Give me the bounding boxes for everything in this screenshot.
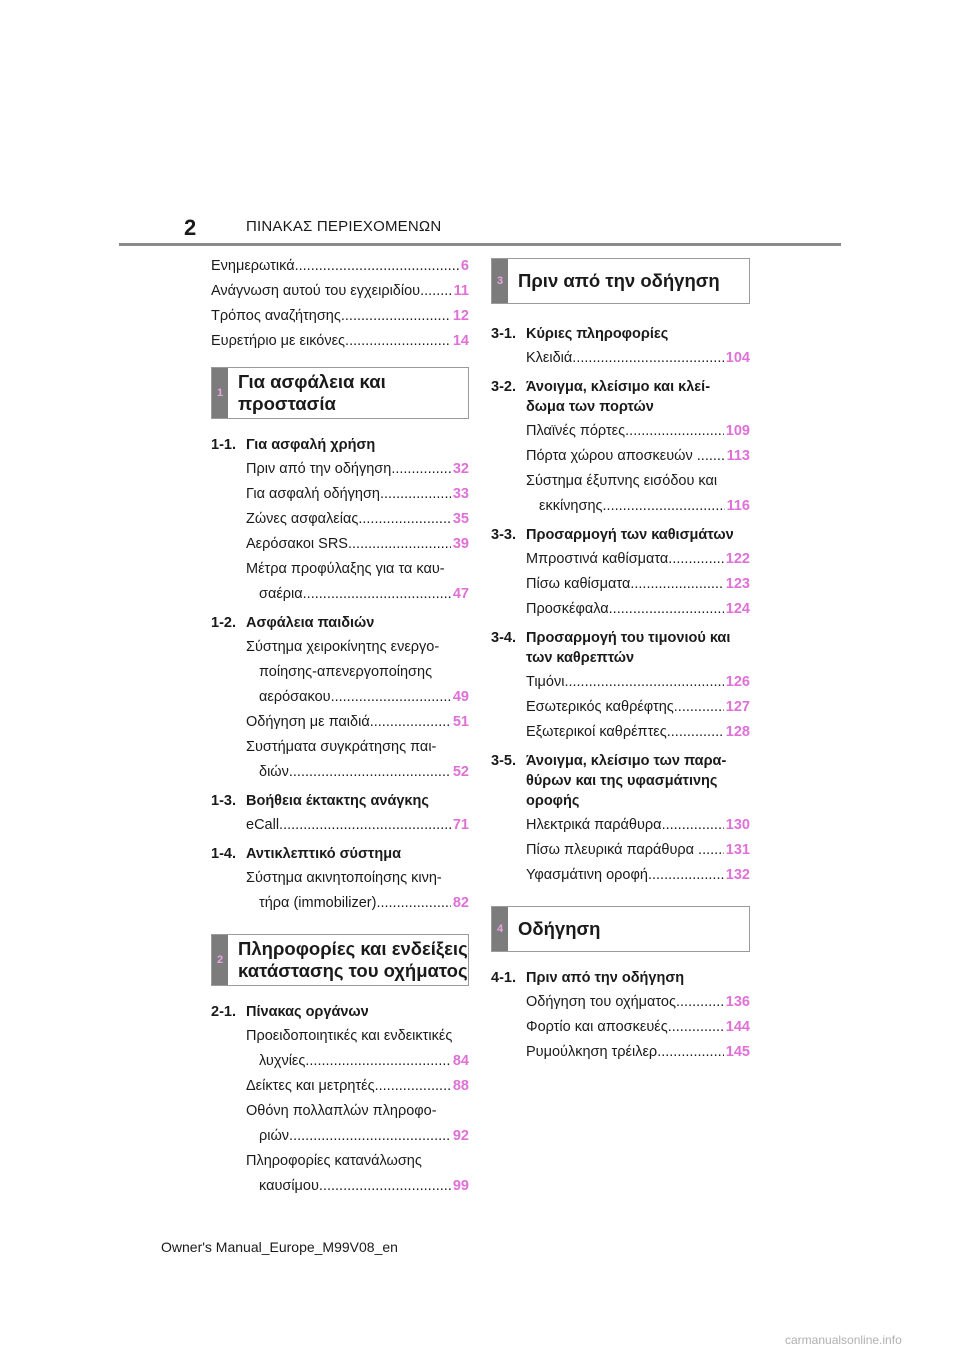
toc-entry-line xyxy=(211,1099,469,1124)
section-title: θύρων και της υφασμάτινης xyxy=(526,773,718,789)
leader-dots xyxy=(380,482,451,507)
page-link[interactable]: 88 xyxy=(452,1078,469,1094)
toc-entry-line xyxy=(491,469,750,494)
leader-dots xyxy=(674,695,724,720)
toc-entry-line xyxy=(211,1149,469,1174)
toc-entry-label: τήρα (immobilizer) xyxy=(259,895,377,911)
toc-entry[interactable] xyxy=(211,685,469,710)
section-title: δωμα των πορτών xyxy=(526,399,654,415)
leader-dots xyxy=(564,670,723,695)
toc-entry[interactable] xyxy=(491,863,750,888)
page-link[interactable]: 82 xyxy=(452,895,469,911)
toc-entry-label: Υφασμάτινη οροφή xyxy=(526,867,648,883)
section-heading xyxy=(211,611,469,635)
toc-entry[interactable] xyxy=(491,670,750,695)
toc-entry[interactable] xyxy=(491,597,750,622)
toc-entry-label: Ευρετήριο με εικόνες xyxy=(211,333,346,349)
toc-entry-label: Οθόνη πολλαπλών πληροφο- xyxy=(246,1103,437,1119)
toc-entry-label: Ανάγνωση αυτού του εγχειριδίου... xyxy=(211,283,433,299)
toc-entry[interactable] xyxy=(211,1174,469,1199)
section-number: 4-1. xyxy=(491,970,516,986)
page-link[interactable]: 32 xyxy=(452,461,469,477)
page-link[interactable]: 14 xyxy=(452,333,469,349)
chapter-title-line: Πληροφορίες και ενδείξεις xyxy=(238,938,468,959)
toc-entry-label: Σύστημα έξυπνης εισόδου και xyxy=(526,473,718,489)
toc-entry-label: Πόρτα χώρου αποσκευών .. xyxy=(526,448,705,464)
toc-entry-line xyxy=(211,660,469,685)
toc-entry-label: Ηλεκτρικά παράθυρα xyxy=(526,817,662,833)
toc-entry-label: Μέτρα προφύλαξης για τα καυ- xyxy=(246,561,445,577)
page-link[interactable]: 145 xyxy=(725,1044,750,1060)
page-link[interactable]: 47 xyxy=(452,586,469,602)
toc-entry[interactable] xyxy=(491,1040,750,1065)
chapter-title-line: κατάστασης του οχήματος xyxy=(238,960,468,981)
leader-dots xyxy=(630,572,723,597)
chapter-title xyxy=(508,907,600,951)
section-title: Για ασφαλή χρήση xyxy=(246,437,376,453)
page-link[interactable]: 49 xyxy=(452,689,469,705)
leader-dots xyxy=(341,304,451,329)
toc-entry[interactable] xyxy=(211,582,469,607)
page-number: 2 xyxy=(184,215,197,240)
toc-entry-label: Μπροστινά καθίσματα xyxy=(526,551,669,567)
page-header-title: ΠΙΝΑΚΑΣ ΠΕΡΙΕΧΟΜΕΝΩΝ xyxy=(246,218,442,235)
page-link[interactable]: 127 xyxy=(725,699,750,715)
page-link[interactable]: 123 xyxy=(725,576,750,592)
page-link[interactable]: 35 xyxy=(452,511,469,527)
toc-entry[interactable] xyxy=(211,1049,469,1074)
toc-entry-label: Πληροφορίες κατανάλωσης xyxy=(246,1153,422,1169)
page-link[interactable]: 136 xyxy=(725,994,750,1010)
leader-dots xyxy=(375,1074,451,1099)
leader-dots xyxy=(648,863,724,888)
toc-entry-label: Δείκτες και μετρητές xyxy=(246,1078,375,1094)
page-link[interactable]: 104 xyxy=(725,350,750,366)
toc-entry[interactable] xyxy=(211,891,469,916)
section-title: Βοήθεια έκτακτης ανάγκης xyxy=(246,793,429,809)
toc-entry[interactable] xyxy=(211,507,469,532)
toc-entry-label: λυχνίες xyxy=(259,1053,306,1069)
section-number: 3-5. xyxy=(491,753,516,769)
page-link[interactable]: 99 xyxy=(452,1178,469,1194)
page-link[interactable]: 126 xyxy=(725,674,750,690)
section-title: Πριν από την οδήγηση xyxy=(526,970,685,986)
page-link[interactable]: 92 xyxy=(452,1128,469,1144)
toc-entry-label: Αερόσακοι SRS xyxy=(246,536,348,552)
toc-entry-label: Φορτίο και αποσκευές xyxy=(526,1019,668,1035)
toc-entry-label: Εξωτερικοί καθρέπτες xyxy=(526,724,667,740)
chapter-box-4[interactable] xyxy=(491,906,750,952)
leader-dots xyxy=(391,457,451,482)
page-link[interactable]: 144 xyxy=(725,1019,750,1035)
page-link[interactable]: 12 xyxy=(452,308,469,324)
toc-entry[interactable] xyxy=(211,457,469,482)
toc-entry[interactable] xyxy=(211,279,469,304)
leader-dots xyxy=(705,444,725,469)
toc-entry[interactable] xyxy=(211,813,469,838)
leader-dots xyxy=(279,813,451,838)
section-number: 3-1. xyxy=(491,326,516,342)
page-link[interactable]: 39 xyxy=(452,536,469,552)
toc-entry-line xyxy=(211,635,469,660)
section-title: Αντικλεπτικό σύστημα xyxy=(246,846,402,862)
leader-dots xyxy=(706,838,724,863)
toc-entry-label: Οδήγηση του οχήματος xyxy=(526,994,676,1010)
toc-entry[interactable] xyxy=(491,813,750,838)
section-number: 2-1. xyxy=(211,1004,236,1020)
toc-entry[interactable] xyxy=(211,1124,469,1149)
page-link[interactable]: 122 xyxy=(725,551,750,567)
toc-entry[interactable] xyxy=(491,695,750,720)
toc-entry-label: Προειδοποιητικές και ενδεικτικές xyxy=(246,1028,453,1044)
toc-entry-label: ποίησης-απενεργοποίησης xyxy=(259,664,433,680)
toc-entry-label: Ζώνες ασφαλείας xyxy=(246,511,359,527)
leader-dots xyxy=(625,419,724,444)
page-link[interactable]: 109 xyxy=(725,423,750,439)
section-title: Άνοιγμα, κλείσιμο και κλεί- xyxy=(526,379,711,395)
section-heading xyxy=(491,966,750,990)
page-link[interactable]: 113 xyxy=(726,448,750,464)
section-heading xyxy=(491,523,750,547)
toc-entry-label: Κλειδιά xyxy=(526,350,573,366)
toc-entry[interactable] xyxy=(211,760,469,785)
leader-dots xyxy=(358,507,451,532)
leader-dots xyxy=(303,582,451,607)
toc-entry[interactable] xyxy=(211,710,469,735)
section-number: 1-2. xyxy=(211,615,236,631)
section-title: Άνοιγμα, κλείσιμο των παρα- xyxy=(526,753,727,769)
page-link[interactable]: 6 xyxy=(460,258,469,274)
chapter-box-2[interactable] xyxy=(211,934,469,986)
toc-entry-label: Πίσω καθίσματα xyxy=(526,576,631,592)
page-link[interactable]: 116 xyxy=(726,498,750,514)
chapter-title-line: Για ασφάλεια και xyxy=(238,371,386,392)
page-link[interactable]: 33 xyxy=(452,486,469,502)
section-title: Πίνακας οργάνων xyxy=(246,1004,369,1020)
toc-entry[interactable] xyxy=(491,720,750,745)
chapter-box-1[interactable] xyxy=(211,367,469,419)
page-link[interactable]: 128 xyxy=(725,724,750,740)
section-number: 1-1. xyxy=(211,437,236,453)
toc-entry-label: Συστήματα συγκράτησης παι- xyxy=(246,739,437,755)
toc-entry[interactable] xyxy=(491,419,750,444)
section-title: των καθρεπτών xyxy=(526,650,635,666)
section-number: 3-4. xyxy=(491,630,516,646)
toc-entry-label: Τρόπος αναζήτησης xyxy=(211,308,341,324)
toc-entry-label: Σύστημα ακινητοποίησης κινη- xyxy=(246,870,442,886)
toc-entry-label: Πριν από την οδήγηση xyxy=(246,461,392,477)
section-number: 1-3. xyxy=(211,793,236,809)
toc-entry[interactable] xyxy=(491,494,750,519)
leader-dots xyxy=(345,329,451,354)
leader-dots xyxy=(376,891,450,916)
chapter-number-tab: 1 xyxy=(212,368,228,418)
leader-dots xyxy=(370,710,451,735)
section-title: Κύριες πληροφορίες xyxy=(526,326,669,342)
page-link[interactable]: 84 xyxy=(452,1053,469,1069)
leader-dots xyxy=(668,1015,724,1040)
section-title: Ασφάλεια παιδιών xyxy=(246,615,375,631)
leader-dots xyxy=(668,547,724,572)
leader-dots xyxy=(432,279,451,304)
toc-column-right xyxy=(491,254,750,1065)
toc-entry[interactable] xyxy=(491,838,750,863)
chapter-title-line: Οδήγηση xyxy=(518,918,601,939)
toc-entry[interactable] xyxy=(211,254,469,279)
chapter-box-3[interactable] xyxy=(491,258,750,304)
section-number: 3-2. xyxy=(491,379,516,395)
leader-dots xyxy=(348,532,451,557)
leader-dots xyxy=(572,346,724,371)
page-link[interactable]: 11 xyxy=(453,283,469,299)
page-link[interactable]: 51 xyxy=(452,714,469,730)
page-link[interactable]: 71 xyxy=(452,817,469,833)
chapter-title xyxy=(228,368,386,418)
toc-entry-label: eCall xyxy=(246,817,280,833)
section-heading xyxy=(211,433,469,457)
footer-manual-id: Owner's Manual_Europe_M99V08_en xyxy=(161,1239,398,1255)
toc-entry-label: Πλαϊνές πόρτες xyxy=(526,423,626,439)
toc-entry-label: Πίσω πλευρικά παράθυρα .. xyxy=(526,842,707,858)
toc-entry-label: Σύστημα χειροκίνητης ενεργο- xyxy=(246,639,440,655)
leader-dots xyxy=(676,990,724,1015)
leader-dots xyxy=(289,1124,451,1149)
toc-entry-label: Τιμόνι xyxy=(526,674,565,690)
toc-column-left xyxy=(211,254,469,1199)
leader-dots xyxy=(289,760,451,785)
toc-entry-label: Προσκέφαλα xyxy=(526,601,609,617)
toc-entry[interactable] xyxy=(491,547,750,572)
toc-entry-label: καυσίμου xyxy=(259,1178,319,1194)
toc-entry[interactable] xyxy=(491,444,750,469)
watermark: carmanualsonline.info xyxy=(785,1333,902,1347)
toc-entry-label: Ρυμούλκηση τρέιλερ xyxy=(526,1044,658,1060)
chapter-title xyxy=(508,259,720,303)
toc-entry[interactable] xyxy=(211,532,469,557)
chapter-title-line: προστασία xyxy=(238,393,336,414)
section-number: 3-3. xyxy=(491,527,516,543)
section-title: Προσαρμογή του τιμονιού και xyxy=(526,630,731,646)
toc-entry-line xyxy=(211,735,469,760)
toc-entry-label: Οδήγηση με παιδιά xyxy=(246,714,370,730)
toc-entry[interactable] xyxy=(211,304,469,329)
page-link[interactable]: 124 xyxy=(725,601,750,617)
toc-entry[interactable] xyxy=(211,329,469,354)
section-heading xyxy=(211,789,469,813)
leader-dots xyxy=(331,685,451,710)
toc-entry-label: ριών xyxy=(259,1128,290,1144)
header-divider xyxy=(119,243,841,246)
leader-dots xyxy=(295,254,459,279)
leader-dots xyxy=(319,1174,451,1199)
leader-dots xyxy=(305,1049,450,1074)
chapter-title xyxy=(228,935,468,985)
toc-entry-label: αερόσακου xyxy=(259,689,331,705)
toc-entry-label: εκκίνησης xyxy=(539,498,603,514)
toc-entry[interactable] xyxy=(211,1074,469,1099)
chapter-number-tab: 4 xyxy=(492,907,508,951)
chapter-number-tab: 3 xyxy=(492,259,508,303)
toc-entry[interactable] xyxy=(211,482,469,507)
toc-entry[interactable] xyxy=(491,990,750,1015)
page-link[interactable]: 130 xyxy=(725,817,750,833)
toc-entry-label: Ενημερωτικά xyxy=(211,258,295,274)
chapter-number-tab: 2 xyxy=(212,935,228,985)
toc-entry[interactable] xyxy=(491,346,750,371)
leader-dots xyxy=(662,813,724,838)
toc-entry-line xyxy=(211,557,469,582)
toc-entry-label: σαέρια xyxy=(259,586,303,602)
section-heading xyxy=(491,322,750,346)
section-number: 1-4. xyxy=(211,846,236,862)
page-link[interactable]: 132 xyxy=(725,867,750,883)
leader-dots xyxy=(667,720,724,745)
section-title: οροφής xyxy=(526,793,580,809)
leader-dots xyxy=(609,597,724,622)
toc-entry-line xyxy=(211,1024,469,1049)
section-title: Προσαρμογή των καθισμάτων xyxy=(526,527,734,543)
leader-dots xyxy=(657,1040,724,1065)
section-heading xyxy=(211,842,469,866)
section-heading xyxy=(211,1000,469,1024)
chapter-title-line: Πριν από την οδήγηση xyxy=(518,270,720,291)
leader-dots xyxy=(603,494,725,519)
page-link[interactable]: 52 xyxy=(452,764,469,780)
toc-entry-line xyxy=(211,866,469,891)
section-heading xyxy=(491,395,750,419)
toc-entry[interactable] xyxy=(491,572,750,597)
toc-entry-label: Εσωτερικός καθρέφτης xyxy=(526,699,674,715)
page-link[interactable]: 131 xyxy=(725,842,750,858)
toc-entry[interactable] xyxy=(491,1015,750,1040)
toc-entry-label: Για ασφαλή οδήγηση xyxy=(246,486,380,502)
toc-entry-label: διών xyxy=(259,764,289,780)
